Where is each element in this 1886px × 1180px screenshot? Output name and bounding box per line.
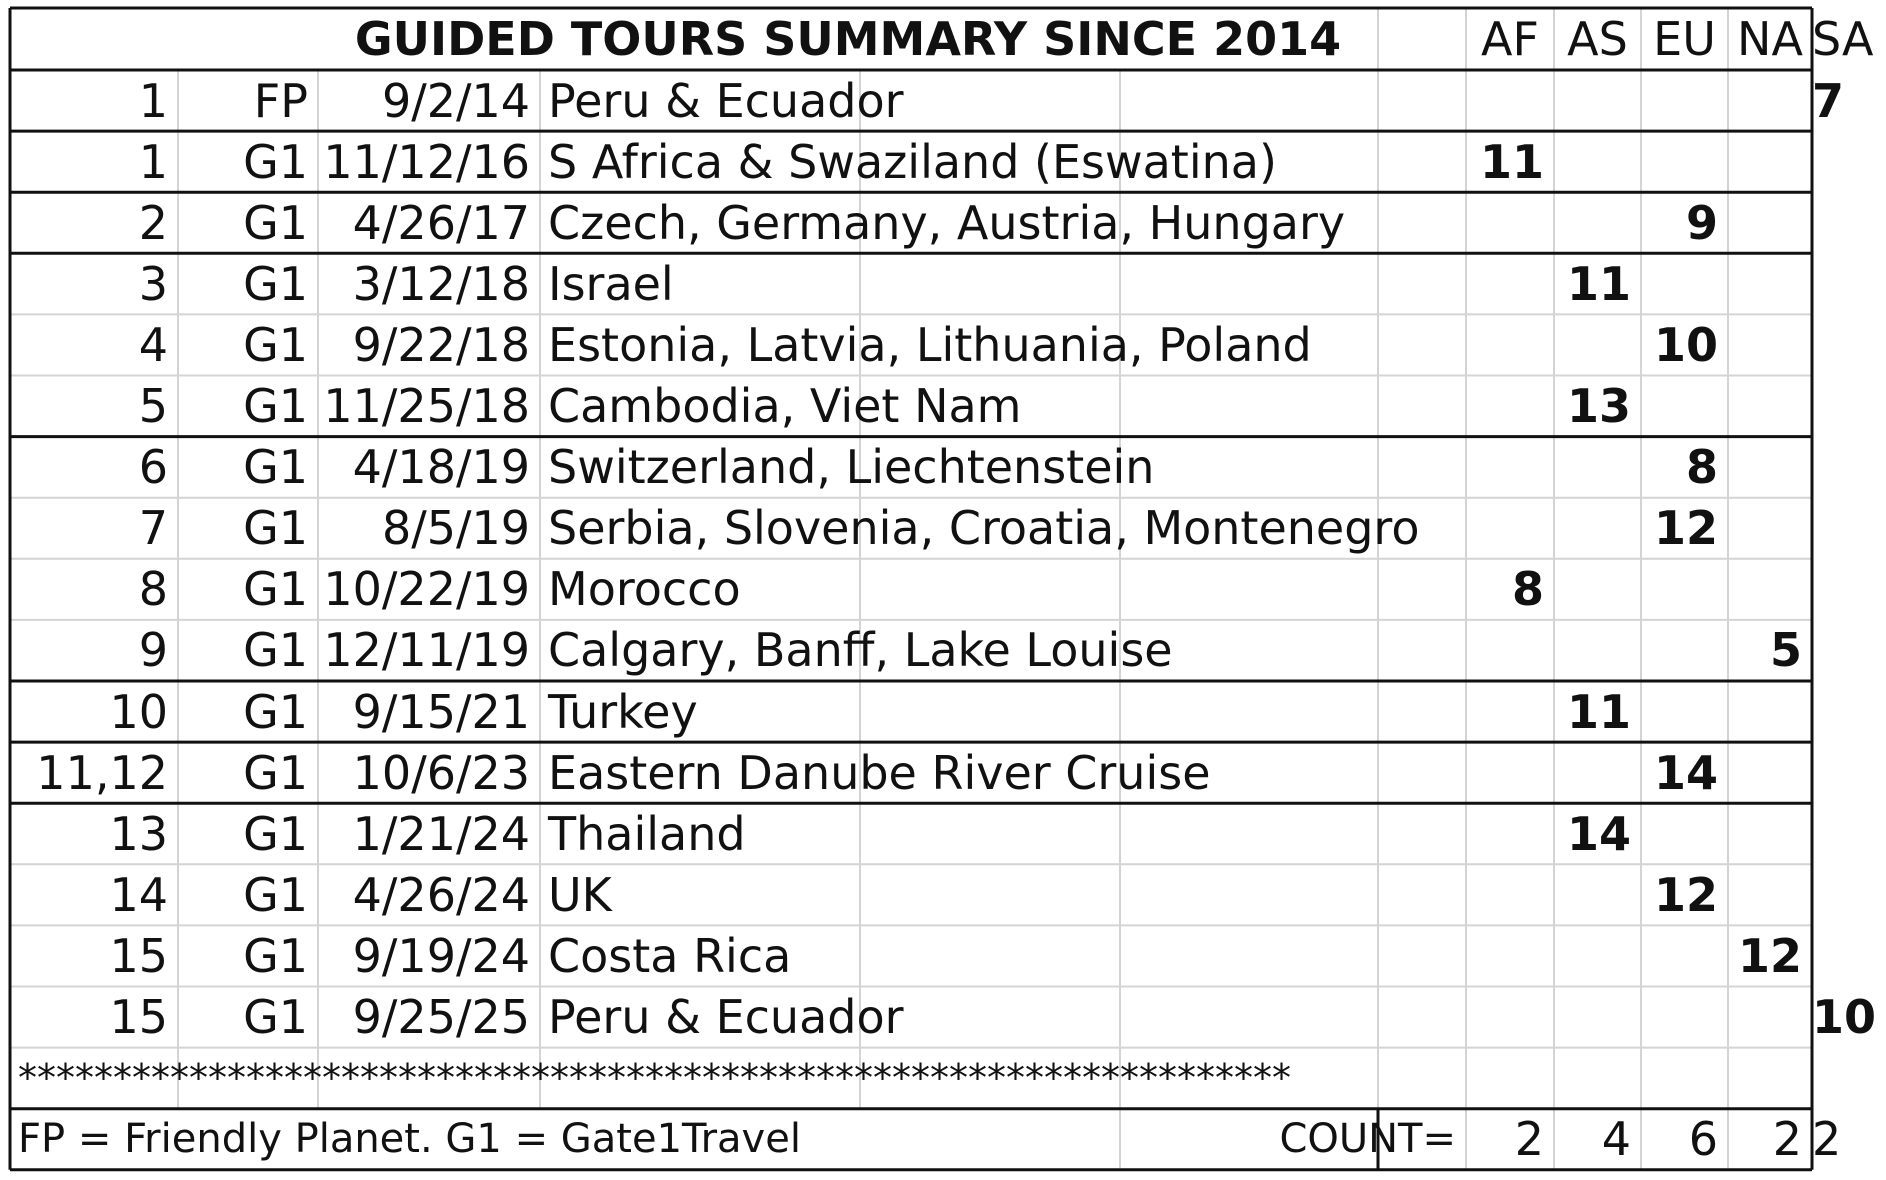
cell-date[interactable]: 11/12/16 <box>323 134 530 189</box>
cell-eu[interactable] <box>1641 925 1728 986</box>
cell-as[interactable] <box>1554 559 1641 620</box>
cell-af[interactable] <box>1466 925 1554 986</box>
cell-eu[interactable]: 8 <box>1685 440 1718 495</box>
cell-sa[interactable] <box>1812 803 1822 864</box>
cell-sa[interactable] <box>1812 437 1822 498</box>
cell-date[interactable]: 10/22/19 <box>323 562 530 617</box>
cell-date[interactable]: 1/21/24 <box>352 806 530 861</box>
cell-na[interactable] <box>1728 437 1812 498</box>
cell-date[interactable]: 4/26/24 <box>352 867 530 922</box>
cell-op[interactable]: G1 <box>243 562 308 617</box>
cell-af[interactable] <box>1466 437 1554 498</box>
cell-op[interactable]: G1 <box>243 623 308 678</box>
cell-na[interactable] <box>1728 253 1812 314</box>
cell-date[interactable]: 12/11/19 <box>323 623 530 678</box>
cell-date[interactable]: 9/15/21 <box>352 684 530 739</box>
cell-af[interactable] <box>1466 742 1554 803</box>
cell-na[interactable] <box>1728 681 1812 742</box>
cell-dest[interactable]: UK <box>548 867 612 922</box>
cell-num[interactable]: 3 <box>138 256 168 311</box>
cell-af[interactable] <box>1466 253 1554 314</box>
cell-as[interactable] <box>1554 192 1641 253</box>
cell-na[interactable] <box>1728 131 1812 192</box>
cell-na[interactable] <box>1728 498 1812 559</box>
header-af: AF <box>1481 12 1539 66</box>
cell-date[interactable]: 10/6/23 <box>352 745 530 800</box>
cell-dest[interactable]: Thailand <box>548 806 746 861</box>
count-eu[interactable]: 6 <box>1688 1112 1718 1167</box>
cell-eu[interactable] <box>1641 131 1728 192</box>
cell-op[interactable]: G1 <box>243 928 308 983</box>
cell-af[interactable] <box>1466 620 1554 681</box>
cell-num[interactable]: 13 <box>109 806 168 861</box>
cell-as[interactable] <box>1554 987 1641 1048</box>
cell-sa[interactable] <box>1812 376 1822 437</box>
cell-num[interactable]: 10 <box>109 684 168 739</box>
cell-af[interactable]: 8 <box>1511 562 1544 617</box>
cell-eu[interactable] <box>1641 376 1728 437</box>
cell-na[interactable] <box>1728 864 1812 925</box>
cell-eu[interactable]: 14 <box>1653 745 1718 800</box>
cell-as[interactable] <box>1554 314 1641 375</box>
cell-dest[interactable]: Costa Rica <box>548 928 792 983</box>
cell-op[interactable]: G1 <box>243 990 308 1045</box>
cell-date[interactable]: 9/19/24 <box>352 928 530 983</box>
cell-date[interactable]: 11/25/18 <box>323 379 530 434</box>
cell-na[interactable] <box>1728 742 1812 803</box>
cell-eu[interactable] <box>1641 70 1728 131</box>
cell-num[interactable]: 9 <box>138 623 168 678</box>
cell-dest[interactable]: Serbia, Slovenia, Croatia, Montenegro <box>548 501 1420 556</box>
cell-op[interactable]: G1 <box>243 806 308 861</box>
cell-num[interactable]: 1 <box>138 73 168 128</box>
cell-as[interactable] <box>1554 620 1641 681</box>
header-eu: EU <box>1653 12 1716 66</box>
sheet-title: GUIDED TOURS SUMMARY SINCE 2014 <box>354 12 1342 66</box>
cell-eu[interactable] <box>1641 987 1728 1048</box>
cell-as[interactable]: 11 <box>1566 684 1631 739</box>
separator-stars: ******************************************************************* <box>18 1056 1291 1101</box>
cell-date[interactable]: 9/25/25 <box>352 990 530 1045</box>
cell-op[interactable]: G1 <box>243 256 308 311</box>
cell-as[interactable] <box>1554 498 1641 559</box>
cell-num[interactable]: 15 <box>109 990 168 1045</box>
cell-op[interactable]: FP <box>253 73 308 128</box>
cell-sa[interactable] <box>1812 864 1822 925</box>
cell-op[interactable]: G1 <box>243 134 308 189</box>
cell-af[interactable] <box>1466 314 1554 375</box>
cell-dest[interactable]: Calgary, Banff, Lake Louise <box>548 623 1173 678</box>
cell-num[interactable]: 1 <box>138 134 168 189</box>
cell-op[interactable]: G1 <box>243 867 308 922</box>
cell-na[interactable] <box>1728 376 1812 437</box>
cell-na[interactable]: 12 <box>1737 928 1802 983</box>
cell-dest[interactable]: Czech, Germany, Austria, Hungary <box>548 195 1346 250</box>
cell-as[interactable] <box>1554 131 1641 192</box>
cell-dest[interactable]: Israel <box>548 256 674 311</box>
cell-op[interactable]: G1 <box>243 440 308 495</box>
cell-na[interactable] <box>1728 192 1812 253</box>
cell-sa[interactable] <box>1812 253 1822 314</box>
cell-num[interactable]: 14 <box>109 867 168 922</box>
cell-num[interactable]: 15 <box>109 928 168 983</box>
cell-eu[interactable] <box>1641 681 1728 742</box>
header-na: NA <box>1737 12 1803 66</box>
cell-num[interactable]: 7 <box>138 501 168 556</box>
cell-as[interactable] <box>1554 864 1641 925</box>
cell-sa[interactable] <box>1812 131 1822 192</box>
cell-sa[interactable] <box>1812 559 1822 620</box>
cell-af[interactable] <box>1466 864 1554 925</box>
cell-as[interactable] <box>1554 742 1641 803</box>
cell-dest[interactable]: Eastern Danube River Cruise <box>548 745 1211 800</box>
cell-af[interactable] <box>1466 987 1554 1048</box>
cell-date[interactable]: 4/18/19 <box>352 440 530 495</box>
cell-af[interactable] <box>1466 376 1554 437</box>
cell-na[interactable] <box>1728 987 1812 1048</box>
cell-date[interactable]: 9/22/18 <box>352 317 530 372</box>
cell-op[interactable]: G1 <box>243 195 308 250</box>
cell-eu[interactable] <box>1641 620 1728 681</box>
cell-date[interactable]: 8/5/19 <box>381 501 530 556</box>
cell-dest[interactable]: Cambodia, Viet Nam <box>548 379 1022 434</box>
cell-op[interactable]: G1 <box>243 317 308 372</box>
cell-dest[interactable]: Switzerland, Liechtenstein <box>548 440 1155 495</box>
cell-as[interactable] <box>1554 925 1641 986</box>
cell-af[interactable] <box>1466 681 1554 742</box>
cell-eu[interactable]: 12 <box>1653 867 1718 922</box>
cell-eu[interactable]: 9 <box>1685 195 1718 250</box>
cell-as[interactable]: 11 <box>1566 256 1631 311</box>
cell-sa[interactable]: 7 <box>1812 73 1845 128</box>
cell-op[interactable]: G1 <box>243 379 308 434</box>
cell-date[interactable]: 4/26/17 <box>352 195 530 250</box>
cell-sa[interactable] <box>1812 498 1822 559</box>
cell-dest[interactable]: Turkey <box>548 684 698 739</box>
cell-as[interactable] <box>1554 70 1641 131</box>
cell-dest[interactable]: Peru & Ecuador <box>548 990 904 1045</box>
cell-sa[interactable] <box>1812 742 1822 803</box>
cell-af[interactable] <box>1466 803 1554 864</box>
cell-dest[interactable]: S Africa & Swaziland (Eswatina) <box>548 134 1277 189</box>
cell-na[interactable] <box>1728 559 1812 620</box>
cell-num[interactable]: 5 <box>138 379 168 434</box>
cell-na[interactable]: 5 <box>1769 623 1802 678</box>
cell-num[interactable]: 4 <box>138 317 168 372</box>
cell-dest[interactable]: Peru & Ecuador <box>548 73 904 128</box>
count-sa[interactable]: 2 <box>1812 1112 1842 1167</box>
cell-num[interactable]: 8 <box>138 562 168 617</box>
cell-af[interactable] <box>1466 192 1554 253</box>
cell-op[interactable]: G1 <box>243 684 308 739</box>
cell-sa[interactable] <box>1812 925 1822 986</box>
cell-sa[interactable]: 10 <box>1812 990 1877 1045</box>
cell-as[interactable] <box>1554 437 1641 498</box>
header-sa: SA <box>1812 12 1874 66</box>
legend-text: FP = Friendly Planet. G1 = Gate1Travel <box>18 1116 801 1163</box>
cell-eu[interactable] <box>1641 559 1728 620</box>
cell-num[interactable]: 6 <box>138 440 168 495</box>
cell-dest[interactable]: Estonia, Latvia, Lithuania, Poland <box>548 317 1312 372</box>
cell-date[interactable]: 9/2/14 <box>381 73 530 128</box>
count-label: COUNT= <box>1279 1116 1456 1163</box>
cell-af[interactable] <box>1466 70 1554 131</box>
cell-eu[interactable]: 10 <box>1653 317 1718 372</box>
cell-sa[interactable] <box>1812 192 1822 253</box>
count-na[interactable]: 2 <box>1772 1112 1802 1167</box>
cell-na[interactable] <box>1728 70 1812 131</box>
cell-eu[interactable] <box>1641 803 1728 864</box>
cell-sa[interactable] <box>1812 314 1822 375</box>
cell-af[interactable]: 11 <box>1479 134 1544 189</box>
cell-date[interactable]: 3/12/18 <box>352 256 530 311</box>
count-af[interactable]: 2 <box>1514 1112 1544 1167</box>
cell-op[interactable]: G1 <box>243 745 308 800</box>
header-as: AS <box>1567 12 1628 66</box>
cell-as[interactable]: 14 <box>1566 806 1631 861</box>
cell-op[interactable]: G1 <box>243 501 308 556</box>
cell-as[interactable]: 13 <box>1566 379 1631 434</box>
cell-num[interactable]: 2 <box>138 195 168 250</box>
cell-sa[interactable] <box>1812 681 1822 742</box>
count-as[interactable]: 4 <box>1601 1112 1631 1167</box>
cell-sa[interactable] <box>1812 620 1822 681</box>
cell-na[interactable] <box>1728 314 1812 375</box>
cell-eu[interactable] <box>1641 253 1728 314</box>
cell-dest[interactable]: Morocco <box>548 562 741 617</box>
cell-num[interactable]: 11,12 <box>36 745 168 800</box>
cell-na[interactable] <box>1728 803 1812 864</box>
cell-af[interactable] <box>1466 498 1554 559</box>
cell-eu[interactable]: 12 <box>1653 501 1718 556</box>
